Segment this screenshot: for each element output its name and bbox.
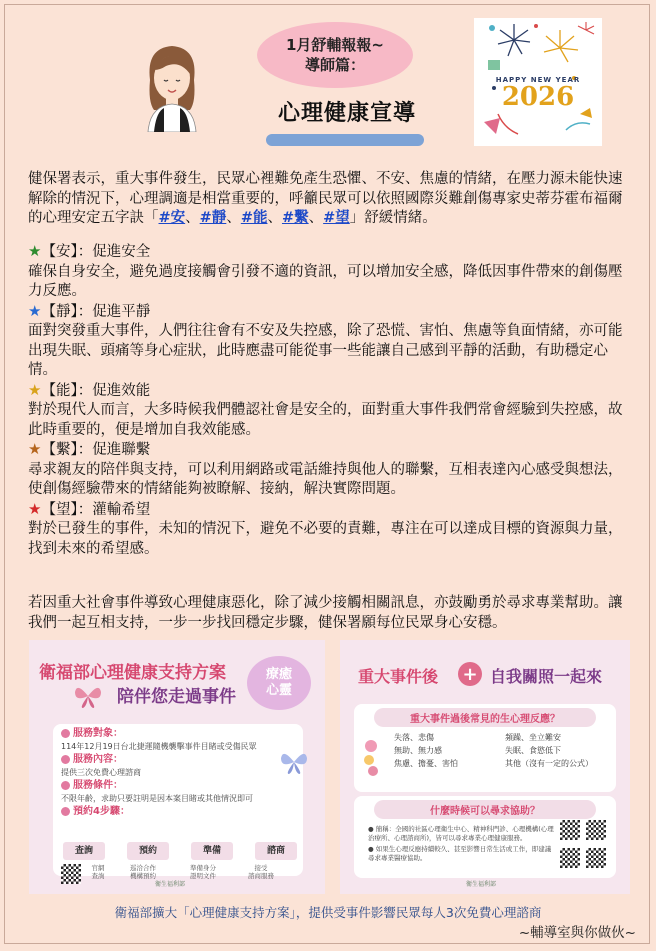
signature: ~輔導室與你做伙~ [518, 925, 636, 941]
intro-paragraph [28, 170, 628, 229]
intro-text-1: 健保署表示，重大事件發生，民眾心裡難免產生恐懼、不安、焦慮的情緒，在壓力源未能快速解除的情況下，心理調適是相當重要的，呼籲民眾可以依照國際災難創傷專家史蒂芬霍布福爾的心理安定五字訣「 [28, 171, 623, 226]
reactions-question: 重大事件過後常見的生心理反應？ [374, 708, 596, 727]
hashtag-jing[interactable]: #靜 [199, 210, 227, 226]
qr-code-icon [560, 848, 580, 868]
reaction-item: 其他（沒有一定的公式） [505, 759, 593, 768]
step-sub-4: 接受 諮商服務 [248, 864, 274, 880]
section-body: 尋求親友的陪伴與支持，可以利用網路或電話維持與他人的聯繫，互相表達內心感受與想法，使創傷經驗帶來的情緒能夠被瞭解、接納，解決實際問題。 [28, 461, 623, 497]
heal-badge [247, 656, 311, 710]
content-text: 提供三次免費心理諮商 [61, 768, 141, 777]
ny-card-year: 2026 [501, 82, 575, 112]
sep: 、 [267, 210, 282, 226]
poster-subtitle: 陪伴您走過事件 [117, 687, 236, 707]
qr-code-icon [586, 848, 606, 868]
section-body: 對於現代人而言，大多時候我們體認社會是安全的，面對重大事件我們常會經驗到失控感，故此時重要的，便是增加自我效能感。 [28, 402, 623, 438]
section-heading: 【望】：灌輸希望 [41, 501, 151, 518]
poster-caption: 衛福部擴大「心理健康支持方案」，提供受事件影響民眾每人3次免費心理諮商 [114, 905, 542, 920]
sep: 、 [308, 210, 324, 226]
star-icon: ★ [28, 499, 42, 518]
section-body: 確保自身安全，避免過度接觸會引發不適的資訊，可以增加安全感，降低因事件帶來的創傷壓力反應。 [28, 263, 623, 299]
bubble-line2: 導師篇： [304, 56, 365, 74]
step-sub-1: 官網 查詢 [91, 864, 105, 880]
step-book: 預約 [127, 842, 169, 860]
support-plan-poster[interactable] [29, 640, 325, 894]
section-heading: 【安】：促進安全 [41, 244, 151, 260]
section-body: 面對突發重大事件，人們往往會有不安及失控感，除了恐慌、害怕、焦慮等負面情緒，亦可能出現失眠、頭痛等身心症狀，此時應盡可能從事一些能讓自己感到平靜的活動，有助穩定心情。 [28, 323, 623, 378]
help-question: 什麼時候可以尋求協助？ [374, 800, 596, 819]
flower-icon [360, 738, 382, 778]
mohw-logo: 衛生福利部 [155, 881, 186, 888]
butterfly-icon [279, 748, 309, 776]
reaction-item: 無助、無力感 [394, 746, 442, 755]
hashtag-xi[interactable]: #繫 [281, 210, 309, 226]
teacher-avatar [140, 40, 204, 132]
bubble-line1: 1月舒輔報報~ [285, 36, 384, 54]
self-care-poster[interactable] [340, 640, 630, 894]
steps-row [63, 842, 297, 860]
reaction-item: 失眠、食慾低下 [505, 746, 561, 755]
new-year-card [474, 18, 602, 146]
step-counsel: 諮商 [255, 842, 297, 860]
star-icon: ★ [28, 242, 42, 260]
heal-text-2: 心靈 [265, 683, 292, 698]
section-wang [28, 500, 628, 560]
star-icon: ★ [28, 440, 42, 458]
poster-info-box [53, 724, 303, 880]
section-heading: 【繫】：促進聯繫 [41, 442, 151, 458]
help-note-2: ● 如果生心理反應持續較久、甚至影響日常生活或工作，即建議尋求專業醫療協助。 [368, 845, 552, 862]
reaction-item: 頻躁、坐立難安 [505, 733, 561, 742]
ny-card-greeting: HAPPY NEW YEAR [495, 76, 581, 84]
poster-title-2: 自我關照一起來 [490, 667, 603, 686]
step-prepare: 準備 [191, 842, 233, 860]
sep: 、 [226, 210, 241, 226]
star-icon: ★ [28, 380, 42, 399]
qr-code-icon [560, 820, 580, 840]
target-text: 114年12月19日台北捷運隨機襲擊事件目睹或受傷民眾 [61, 742, 257, 751]
page-title: 心理健康宣導 [277, 101, 416, 126]
heal-text-1: 療癒 [265, 667, 292, 682]
help-note-1: ● 簡稱：全國的社區心理衛生中心、精神科門診、心理機構(心理治療所、心理諮商所)，皆可以尋求專業心理健康服務。 [368, 825, 554, 842]
hashtag-an[interactable]: #安 [158, 210, 186, 226]
help-box [354, 796, 616, 878]
plus-icon: + [458, 662, 482, 686]
section-an [28, 242, 628, 302]
section-xi [28, 440, 628, 500]
section-heading: 【能】：促進效能 [41, 382, 151, 399]
section-heading: 【靜】：促進平靜 [41, 303, 151, 320]
star-icon: ★ [28, 301, 42, 320]
step-sub-2: 巡洽合作 機構預約 [130, 864, 156, 880]
five-principles [28, 242, 628, 559]
sep: 、 [185, 210, 200, 226]
content-label: 服務內容： [73, 754, 123, 765]
target-label: 服務對象： [73, 728, 123, 739]
reactions-grid [354, 731, 616, 770]
bullet-icon [61, 729, 70, 738]
hashtag-neng[interactable]: #能 [240, 210, 268, 226]
title-underline [266, 134, 424, 146]
section-neng [28, 381, 628, 441]
qr-code-icon [61, 864, 81, 884]
cond-label: 服務條件： [73, 780, 123, 791]
intro-text-2: 」舒緩情緒。 [349, 210, 437, 226]
poster-title: 衛福部心理健康支持方案 [39, 663, 226, 683]
bullet-icon [61, 755, 70, 764]
butterfly-icon [73, 682, 103, 710]
step-sub-3: 準備身分 證明文件 [190, 864, 216, 880]
steps-label: 預約4步驟： [73, 806, 130, 817]
qr-code-icon [586, 820, 606, 840]
cond-text: 不限年齡，求助只要註明是因本案目睹或其他情況即可 [61, 794, 253, 803]
closing-paragraph: 若因重大社會事件導致心理健康惡化，除了減少接觸相關訊息，亦鼓勵勇於尋求專業幫助。讓我們一起互相支持，一步一步找回穩定步驟，健保署願每位民眾身心安穩。 [28, 595, 623, 631]
reaction-item: 失落、悲傷 [394, 733, 434, 742]
reaction-item: 焦慮、擔憂、害怕 [394, 759, 458, 768]
bullet-icon [61, 807, 70, 816]
mohw-logo: 衛生福利部 [466, 881, 497, 888]
poster-title-1: 重大事件後 [358, 667, 439, 686]
section-body: 對於已發生的事件，未知的情況下，避免不必要的責難，專注在可以達成目標的資源與力量，找到未來的希望感。 [28, 521, 623, 557]
bullet-icon [61, 781, 70, 790]
section-jing [28, 302, 628, 381]
reactions-box [354, 704, 616, 792]
title-bubble [257, 22, 413, 88]
step-query: 查詢 [63, 842, 105, 860]
hashtag-wang[interactable]: #望 [323, 210, 350, 226]
